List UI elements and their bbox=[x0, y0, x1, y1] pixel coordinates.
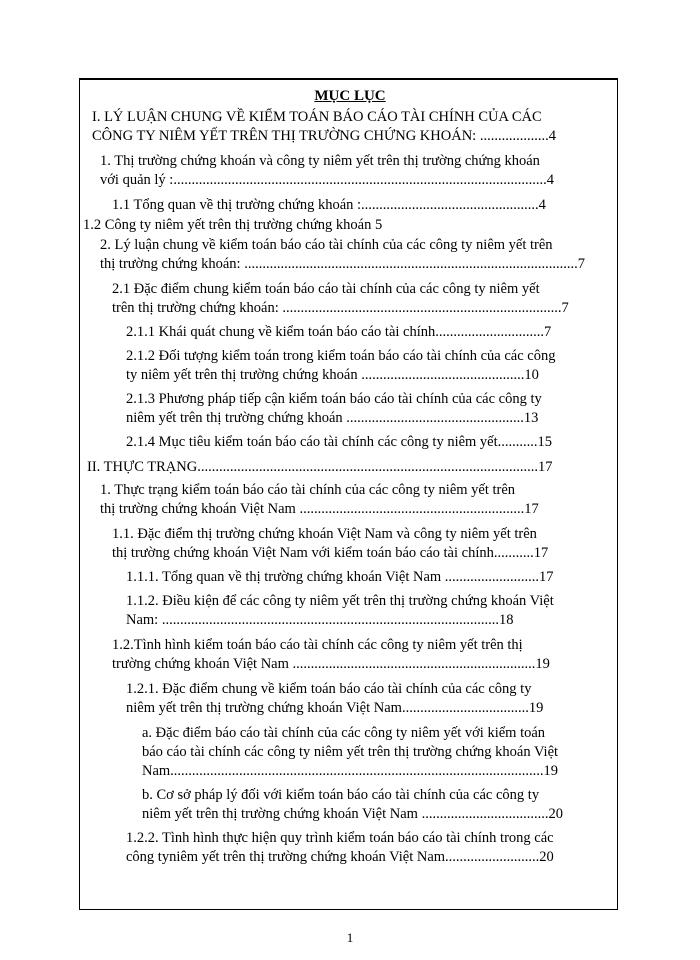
toc-entry: b. Cơ sở pháp lý đối với kiểm toán báo cáo tài chính của các công ty bbox=[142, 787, 540, 803]
toc-entry: II. THỰC TRẠNG..............................................................................................17 bbox=[87, 459, 553, 475]
toc-entry: trường chứng khoán Việt Nam ...................................................................19 bbox=[112, 656, 550, 672]
toc-entry: ty niêm yết trên thị trường chứng khoán .............................................10 bbox=[126, 367, 539, 383]
toc-entry: 2. Lý luận chung về kiểm toán báo cáo tài chính của các công ty niêm yết trên bbox=[100, 237, 553, 253]
toc-entry: báo cáo tài chính các công ty niêm yết trên thị trường chứng khoán Việt bbox=[142, 744, 559, 760]
toc-entry: 1.2 Công ty niêm yết trên thị trường chứng khoán 5 bbox=[83, 217, 383, 233]
toc-entry: 2.1.4 Mục tiêu kiểm toán báo cáo tài chính các công ty niêm yết...........15 bbox=[126, 434, 553, 450]
toc-entry: 1.1.1. Tổng quan về thị trường chứng khoán Việt Nam ..........................17 bbox=[126, 569, 554, 585]
toc-entry: 1.2.1. Đặc điểm chung về kiểm toán báo cáo tài chính của các công ty bbox=[126, 681, 532, 697]
toc-entry: CÔNG TY NIÊM YẾT TRÊN THỊ TRƯỜNG CHỨNG KHOÁN: ...................4 bbox=[92, 128, 556, 144]
toc-entry: thị trường chứng khoán Việt Nam với kiểm toán báo cáo tài chính...........17 bbox=[112, 545, 549, 561]
toc-entry: niêm yết trên thị trường chứng khoán Việt Nam ...................................20 bbox=[142, 806, 563, 822]
toc-entry: niêm yết trên thị trường chứng khoán .................................................13 bbox=[126, 410, 539, 426]
toc-entry: công tyniêm yết trên thị trường chứng khoán Việt Nam..........................20 bbox=[126, 849, 554, 865]
toc-entry: 2.1.3 Phương pháp tiếp cận kiểm toán báo cáo tài chính của các công ty bbox=[126, 391, 542, 407]
toc-entry: 2.1.1 Khái quát chung về kiểm toán báo cáo tài chính..............................7 bbox=[126, 324, 552, 340]
toc-entry: 2.1.2 Đối tượng kiểm toán trong kiểm toán báo cáo tài chính của các công bbox=[126, 348, 556, 364]
toc-entry: thị trường chứng khoán Việt Nam ..............................................................17 bbox=[100, 501, 539, 517]
toc-entry: I. LÝ LUẬN CHUNG VỀ KIỂM TOÁN BÁO CÁO TÀI CHÍNH CỦA CÁC bbox=[92, 109, 542, 125]
toc-entry: thị trường chứng khoán: ............................................................................................7 bbox=[100, 256, 585, 272]
toc-entry: 2.1 Đặc điểm chung kiểm toán báo cáo tài chính của các công ty niêm yết bbox=[112, 281, 540, 297]
toc-entry: 1.2.2. Tình hình thực hiện quy trình kiểm toán báo cáo tài chính trong các bbox=[126, 830, 554, 846]
toc-entry: 1. Thị trường chứng khoán và công ty niêm yết trên thị trường chứng khoán bbox=[100, 153, 540, 169]
toc-entry: niêm yết trên thị trường chứng khoán Việt Nam...................................19 bbox=[126, 700, 544, 716]
page-number: 1 bbox=[346, 930, 354, 945]
toc-entry: Nam.......................................................................................................19 bbox=[142, 763, 559, 779]
toc-title: MỤC LỤC bbox=[314, 88, 386, 104]
toc-entry: trên thị trường chứng khoán: .............................................................................7 bbox=[112, 300, 569, 316]
toc-entry: 1.1. Đặc điểm thị trường chứng khoán Việt Nam và công ty niêm yết trên bbox=[112, 526, 537, 542]
toc-entry: Nam: .............................................................................................18 bbox=[126, 612, 514, 628]
toc-entry: 1.1 Tổng quan về thị trường chứng khoán :.................................................4 bbox=[112, 197, 546, 213]
toc-entry: 1. Thực trạng kiểm toán báo cáo tài chính của các công ty niêm yết trên bbox=[100, 482, 516, 498]
toc-entry: 1.2.Tình hình kiểm toán báo cáo tài chính các công ty niêm yết trên thị bbox=[112, 637, 523, 653]
toc-entry: 1.1.2. Điều kiện để các công ty niêm yết trên thị trường chứng khoán Việt bbox=[126, 593, 554, 609]
toc-entry: với quản lý :.......................................................................................................4 bbox=[100, 172, 554, 188]
toc-entry: a. Đặc điểm báo cáo tài chính của các công ty niêm yết với kiểm toán bbox=[142, 725, 546, 741]
